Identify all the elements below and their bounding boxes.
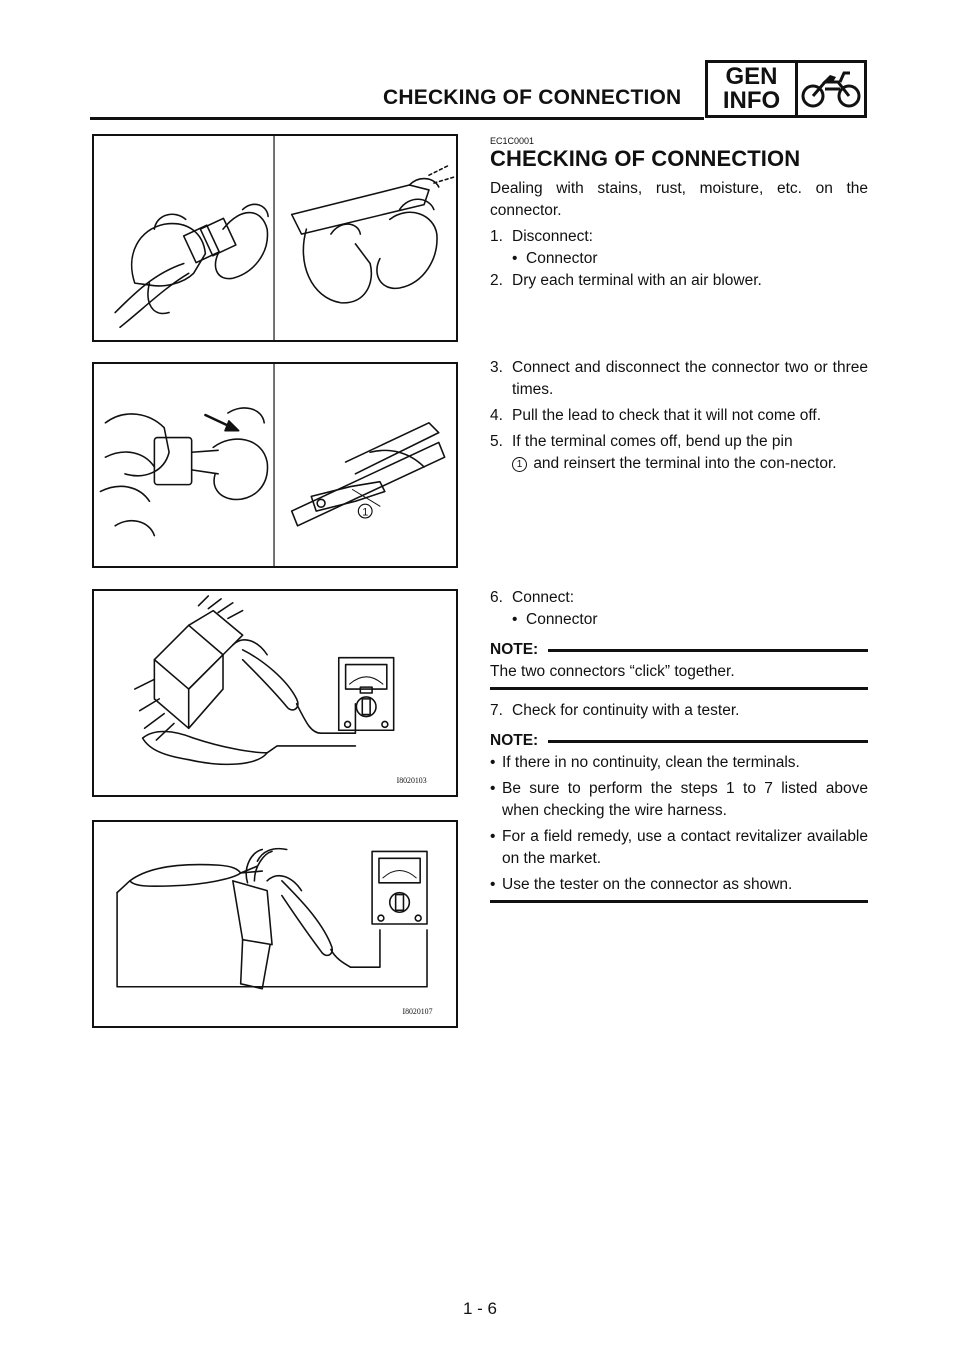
step-number: 5. — [490, 433, 503, 450]
note-bullet: • Be sure to perform the steps 1 to 7 listed above when checking the wire harness. — [490, 778, 868, 822]
note-bullet: • For a field remedy, use a contact revitalizer available on the market. — [490, 826, 868, 870]
step-7 — [490, 700, 868, 722]
note-bullet: • If there in no continuity, clean the terminals. — [490, 752, 868, 774]
note-header-1 — [490, 639, 868, 661]
header-rule — [90, 117, 704, 120]
step-4 — [490, 405, 868, 427]
step-5-text-before: If the terminal comes off, bend up the pin — [512, 433, 793, 450]
step-1 — [490, 226, 868, 248]
intro-text: Dealing with stains, rust, moisture, etc. on the connector. — [490, 180, 868, 219]
section-code: EC1C0001 — [490, 136, 535, 146]
section-block-2 — [490, 357, 868, 475]
step-6 — [490, 587, 868, 609]
step-number: 6. — [490, 589, 503, 606]
step-text: Disconnect: — [512, 228, 593, 245]
step-number: 3. — [490, 359, 503, 376]
section-title: CHECKING OF CONNECTION — [490, 146, 801, 171]
motorcycle-icon — [798, 63, 864, 115]
section-block-1 — [490, 136, 868, 292]
note-bullet-text: Use the tester on the connector as shown. — [502, 876, 793, 893]
step-5-text-after: and reinsert the terminal into the con-nector. — [533, 455, 837, 472]
badge-text — [708, 63, 798, 115]
badge-line2: INFO — [722, 87, 781, 114]
note-end-rule-1 — [490, 687, 868, 690]
step-number: 4. — [490, 407, 503, 424]
badge-line1: GEN — [725, 63, 778, 90]
note-end-rule-2 — [490, 900, 868, 903]
figure-connector-tester — [92, 589, 458, 797]
bullet-connector-2: • Connector — [490, 609, 868, 631]
step-text — [512, 431, 868, 475]
bullet-text: Connector — [526, 611, 598, 628]
note-header-2 — [490, 730, 868, 752]
figure-pull-lead — [92, 362, 458, 568]
bullet-connector-1: • Connector — [490, 248, 868, 270]
note-bullet: • Use the tester on the connector as shown. — [490, 874, 868, 896]
note-text-1: The two connectors “click” together. — [490, 663, 735, 680]
figure-tester-on-connector — [92, 820, 458, 1028]
bullet-text: Connector — [526, 250, 598, 267]
note-bullet-text: If there in no continuity, clean the terminals. — [502, 754, 800, 771]
fig2-callout-number: 1 — [362, 506, 369, 519]
section-badge — [705, 60, 867, 118]
note-label: NOTE: — [490, 641, 539, 658]
header-title: CHECKING OF CONNECTION — [383, 86, 682, 109]
step-text: Check for continuity with a tester. — [512, 702, 740, 719]
note-label: NOTE: — [490, 732, 539, 749]
step-text: Dry each terminal with an air blower. — [512, 272, 762, 289]
pin-callout: 1 — [512, 457, 527, 472]
figure-disconnect-connector — [92, 134, 458, 342]
fig3-code: I8020103 — [396, 776, 427, 786]
step-5 — [490, 431, 868, 475]
page-number: 1 - 6 — [462, 1299, 498, 1318]
step-number: 1. — [490, 228, 503, 245]
step-text: Pull the lead to check that it will not come off. — [512, 407, 822, 424]
note-bullet-text: For a field remedy, use a contact revitalizer available on the market. — [502, 828, 868, 867]
section-block-3 — [490, 587, 868, 913]
step-text: Connect: — [512, 589, 575, 606]
note-bullet-text: Be sure to perform the steps 1 to 7 listed above when checking the wire harness. — [502, 780, 868, 819]
step-3 — [490, 357, 868, 401]
step-text: Connect and disconnect the connector two or three times. — [512, 359, 868, 398]
step-number: 7. — [490, 702, 503, 719]
fig4-code: I8020107 — [402, 1007, 433, 1017]
step-number: 2. — [490, 272, 503, 289]
step-2 — [490, 270, 868, 292]
